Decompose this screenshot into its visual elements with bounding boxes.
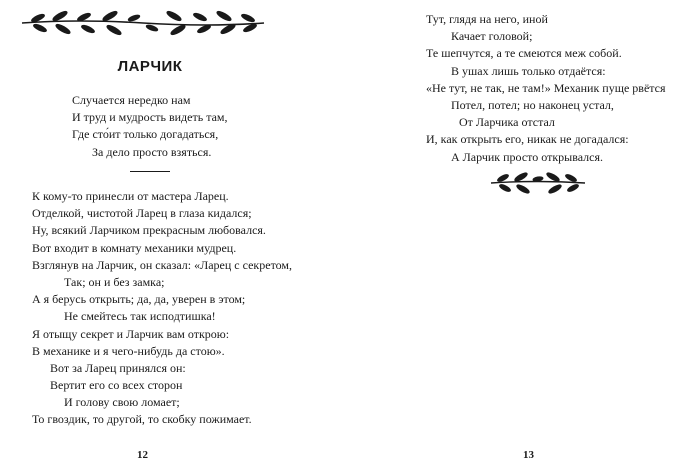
epigraph-line: Где сто́ит только догадаться, [72, 127, 219, 142]
page-number: 13 [523, 449, 534, 461]
verse-line: То гвоздик, то другой, то скобку пожимает. [32, 412, 252, 427]
epigraph-line: Случается нередко нам [72, 93, 191, 107]
left-page [0, 0, 338, 476]
verse-line: Не смейтесь так исподтишка! [64, 309, 216, 324]
verse-line: И голову свою ломает; [64, 395, 180, 410]
fable-text [0, 188, 292, 429]
epigraph [0, 92, 228, 161]
verse-line: Тут, глядя на него, иной [426, 12, 548, 26]
verse-line: И, как открыть его, никак не догадался: [426, 132, 629, 147]
section-divider [130, 171, 170, 172]
verse-line: Вот за Ларец принялся он: [50, 360, 186, 375]
page-number: 12 [137, 449, 148, 461]
verse-line: А Ларчик просто открывался. [451, 149, 604, 164]
epigraph-line: За дело просто взяться. [92, 144, 212, 159]
poem-title: ЛАРЧИК [117, 58, 183, 75]
epigraph-line: И труд и мудрость видеть там, [72, 110, 228, 125]
verse-line: От Ларчика отстал [459, 115, 555, 130]
verse-line: Ну, всякий Ларчиком прекрасным любовался. [32, 223, 266, 238]
verse-line: Отделкой, чистотой Ларец в глаза кидался; [32, 206, 252, 221]
leaf-vine-ornament-icon [18, 10, 268, 36]
verse-line: Вот входит в комнату механики мудрец. [32, 240, 237, 255]
verse-line: Я отыщу секрет и Ларчик вам открою: [32, 326, 230, 341]
verse-line: К кому-то принесли от мастера Ларец. [32, 189, 229, 203]
verse-line: «Не тут, не так, не там!» Механик пуще рвётся [426, 80, 666, 95]
verse-line: А я берусь открыть; да, да, уверен в этом; [32, 292, 246, 307]
leaf-vine-ornament-icon [489, 172, 587, 194]
verse-line: Те шепчутся, а те смеются меж собой. [426, 46, 622, 61]
verse-line: Так; он и без замка; [64, 274, 165, 289]
verse-line: Взглянув на Ларчик, он сказал: «Ларец с секретом, [32, 257, 293, 272]
right-page [339, 0, 677, 476]
verse-line: Потел, потел; но наконец устал, [451, 97, 614, 112]
verse-line: Вертит его со всех сторон [50, 378, 183, 393]
fable-text-continued [339, 11, 666, 166]
verse-line: В ушах лишь только отдаётся: [451, 63, 606, 78]
verse-line: В механике и я чего-нибудь да стою». [32, 343, 225, 358]
verse-line: Качает головой; [451, 29, 533, 44]
